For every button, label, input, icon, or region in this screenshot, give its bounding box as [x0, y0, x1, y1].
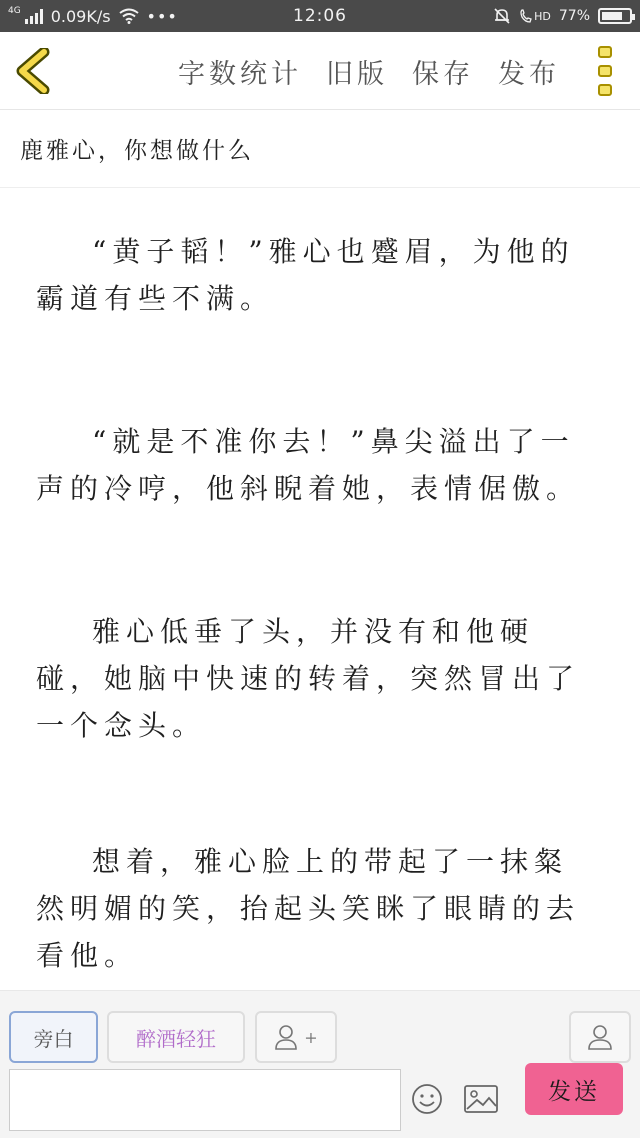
smiley-icon: [411, 1083, 443, 1115]
network-type: 4G: [8, 5, 21, 16]
plus-label: +: [304, 1027, 318, 1047]
story-paragraph: “就是不准你去！”鼻尖溢出了一声的冷哼，他斜睨着她，表情倨傲。: [36, 425, 581, 505]
message-input[interactable]: [9, 1069, 401, 1131]
menu-dot: [598, 84, 612, 96]
story-paragraph: 想着，雅心脸上的带起了一抹粲然明媚的笑，抬起头笑眯了眼睛的去看他。: [36, 845, 581, 972]
battery-fill: [602, 12, 622, 20]
old-version-button[interactable]: 旧版: [326, 58, 388, 90]
editor-toolbar: [0, 32, 640, 110]
narration-button[interactable]: 旁白: [9, 1011, 98, 1063]
insert-image-button[interactable]: [463, 1083, 499, 1115]
battery-icon: [598, 8, 632, 24]
image-icon: [463, 1083, 499, 1115]
toolbar-actions: [178, 32, 560, 110]
add-character-button[interactable]: [255, 1011, 337, 1063]
chapter-title: 鹿雅心，你想做什么: [20, 138, 254, 164]
menu-dot: [598, 46, 612, 58]
publish-button[interactable]: 发布: [498, 58, 560, 90]
compose-bar: [0, 990, 640, 1138]
user-icon: [586, 1023, 614, 1051]
character-list-button[interactable]: [569, 1011, 631, 1063]
story-paragraph: “黄子韬！”雅心也蹙眉，为他的霸道有些不满。: [36, 235, 575, 315]
status-time: 12:06: [293, 6, 347, 26]
word-count-button[interactable]: 字数统计: [178, 58, 302, 90]
more-menu-icon[interactable]: [598, 46, 616, 96]
menu-dot: [598, 65, 612, 77]
more-notifications-icon: •••: [146, 6, 178, 26]
back-button[interactable]: [14, 48, 54, 94]
character-button[interactable]: 醉酒轻狂: [107, 1011, 245, 1063]
chevron-left-icon: [14, 48, 54, 94]
story-paragraph: 雅心低垂了头，并没有和他硬碰，她脑中快速的转着，突然冒出了一个念头。: [36, 615, 581, 742]
hd-label: HD: [534, 9, 551, 23]
mute-bell-icon: [493, 7, 511, 25]
send-button[interactable]: 发送: [525, 1063, 623, 1115]
story-content[interactable]: [0, 188, 640, 988]
emoji-button[interactable]: [411, 1083, 443, 1115]
battery-percent: 77%: [558, 8, 590, 24]
chapter-title-field[interactable]: [0, 110, 640, 188]
add-user-icon: [274, 1023, 302, 1051]
save-button[interactable]: 保存: [412, 58, 474, 90]
status-right: [493, 0, 632, 32]
network-speed: 0.09K/s: [50, 6, 111, 26]
hd-call-icon: [519, 8, 551, 24]
status-bar: [0, 0, 640, 32]
